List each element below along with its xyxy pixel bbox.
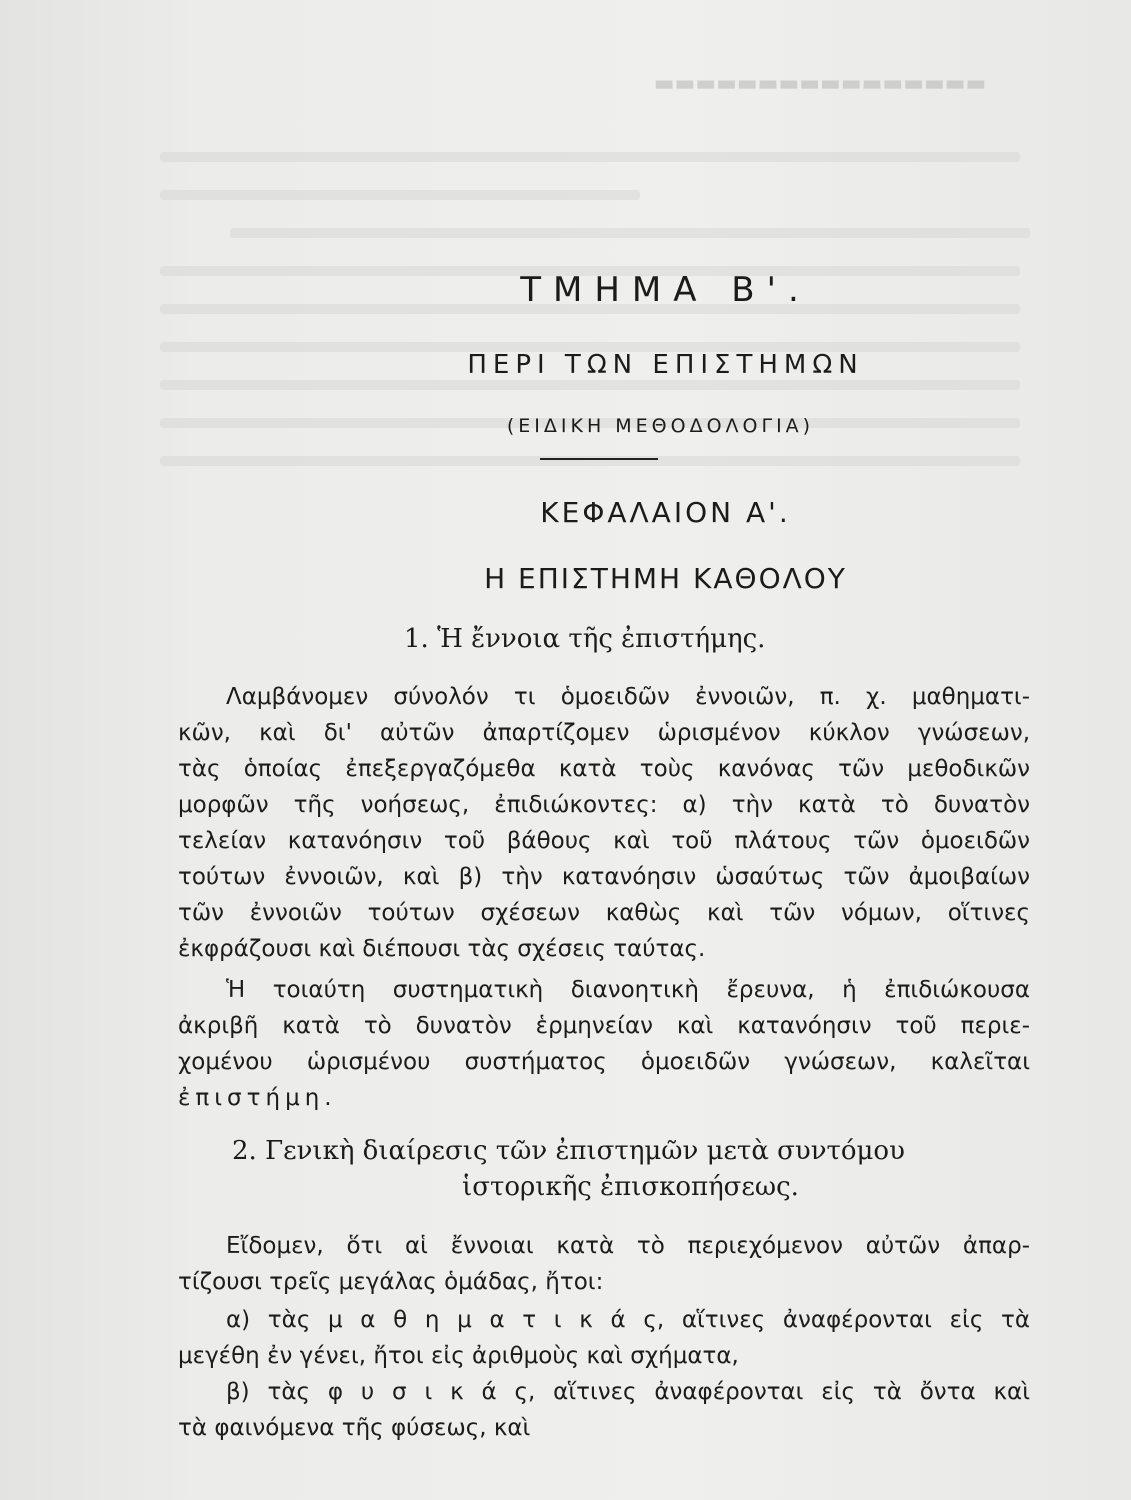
part-title: ΤΜΗΜΑ Β'. — [520, 270, 811, 310]
body-text-line: ἐκφράζουσι καὶ διέπουσι τὰς σχέσεις ταύτας. — [178, 936, 706, 962]
chapter-subtitle: Η ΕΠΙΣΤΗΜΗ ΚΑΘΟΛΟΥ — [484, 562, 847, 595]
body-text-line: τὰς ὁποίας ἐπεξεργαζόμεθα κατὰ τοὺς κανόνας τῶν μεθοδικῶν — [178, 756, 1030, 782]
show-through-line — [160, 380, 1020, 390]
chapter-title: ΚΕΦΑΛΑΙΟΝ Α'. — [540, 496, 791, 529]
defined-term: ἐπιστήμη. — [178, 1085, 337, 1111]
body-text-line: Λαμβάνομεν σύνολόν τι ὁμοειδῶν ἐννοιῶν, π. χ. μαθηματι- — [226, 684, 1030, 710]
part-note: (ΕΙΔΙΚΗ ΜΕΘΟΔΟΛΟΓΙΑ) — [506, 415, 815, 437]
body-text-line: τῶν ἐννοιῶν τούτων σχέσεων καθὼς καὶ τῶν νόμων, οἵτινες — [178, 900, 1030, 926]
list-item-b-continued: τὰ φαινόμενα τῆς φύσεως, καὶ — [178, 1415, 531, 1441]
body-text-line: τελείαν κατανόησιν τοῦ βάθους καὶ τοῦ πλάτους τῶν ὁμοειδῶν — [178, 828, 1030, 854]
show-through-line — [160, 190, 640, 200]
section-1-heading: 1. Ἡ ἔννοια τῆς ἐπιστήμης. — [404, 624, 766, 654]
list-item-a: α) τὰς μ α θ η μ α τ ι κ ά ς, αἵτινες ἀναφέρονται εἰς τὰ — [226, 1307, 1030, 1333]
show-through-line — [230, 228, 1030, 238]
section-2-heading: 2. Γενικὴ διαίρεσις τῶν ἐπιστημῶν μετὰ συντόμου — [232, 1136, 905, 1166]
body-text-line: μορφῶν τῆς νοήσεως, ἐπιδιώκοντες: α) τὴν κατὰ τὸ δυνατὸν — [178, 792, 1030, 818]
list-item-b: β) τὰς φ υ σ ι κ ά ς, αἵτινες ἀναφέρονται εἰς τὰ ὄντα καὶ — [226, 1379, 1030, 1405]
body-text-line: κῶν, καὶ δι' αὐτῶν ἀπαρτίζομεν ὡρισμένον κύκλον γνώσεων, — [178, 720, 1030, 746]
show-through-line — [160, 152, 1020, 162]
body-text-line: ἀκριβῆ κατὰ τὸ δυνατὸν ἑρμηνείαν καὶ κατανόησιν τοῦ περιε- — [178, 1013, 1030, 1039]
section-2-heading-continued: ἱστορικῆς ἐπισκοπήσεως. — [462, 1172, 799, 1202]
body-text-line: τίζουσι τρεῖς μεγάλας ὁμάδας, ἤτοι: — [178, 1269, 604, 1295]
part-subtitle: ΠΕΡΙ ΤΩΝ ΕΠΙΣΤΗΜΩΝ — [467, 350, 864, 380]
show-through-header: ▬▬▬▬▬▬▬▬▬▬▬▬▬▬▬▬ — [653, 73, 987, 98]
body-text-line: χομένου ὡρισμένου συστήματος ὁμοειδῶν γνώσεων, καλεῖται — [178, 1049, 1030, 1075]
body-text-line: τούτων ἐννοιῶν, καὶ β) τὴν κατανόησιν ὡσαύτως τῶν ἀμοιβαίων — [178, 864, 1030, 890]
divider-rule — [540, 458, 658, 460]
body-text-line: Ἡ τοιαύτη συστηματικὴ διανοητικὴ ἔρευνα, ἡ ἐπιδιώκουσα — [226, 977, 1030, 1003]
list-item-a-continued: μεγέθη ἐν γένει, ἤτοι εἰς ἀριθμοὺς καὶ σχήματα, — [178, 1343, 739, 1369]
body-text-line: Εἴδομεν, ὅτι αἱ ἔννοιαι κατὰ τὸ περιεχόμενον αὐτῶν ἀπαρ- — [226, 1233, 1030, 1259]
